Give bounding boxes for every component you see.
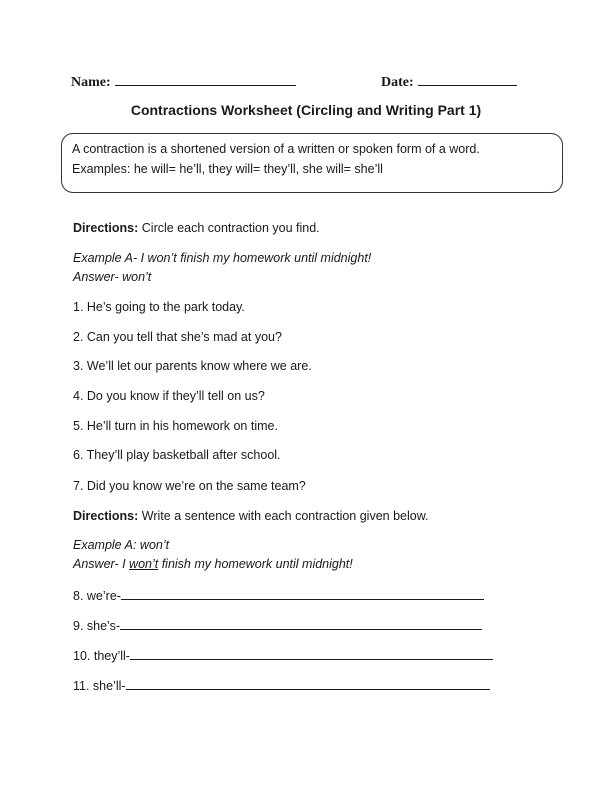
writing-item (73, 587, 484, 603)
section1-answer: Answer- won’t (73, 270, 152, 284)
writing-item (73, 647, 493, 663)
date-label: Date: (381, 75, 414, 90)
section2-answer (73, 557, 353, 571)
section1-directions (73, 221, 320, 235)
writing-line[interactable] (120, 617, 482, 630)
list-item[interactable]: 7. Did you know we’re on the same team? (73, 479, 306, 493)
definition-text: A contraction is a shortened version of a written or spoken form of a word. (72, 142, 480, 156)
section2-example: Example A: won’t (73, 538, 170, 552)
list-item[interactable]: 3. We’ll let our parents know where we are. (73, 359, 312, 373)
writing-line[interactable] (121, 587, 484, 600)
name-blank[interactable] (115, 72, 296, 86)
name-field[interactable] (71, 72, 296, 91)
list-item[interactable]: 5. He’ll turn in his homework on time. (73, 419, 278, 433)
writing-item (73, 617, 482, 633)
list-item[interactable]: 4. Do you know if they’ll tell on us? (73, 389, 265, 403)
writing-item-label: 8. we’re- (73, 589, 121, 603)
writing-line[interactable] (130, 647, 493, 660)
writing-item-label: 10. they’ll- (73, 649, 130, 663)
directions-label: Directions: (73, 509, 139, 523)
date-field[interactable] (381, 72, 517, 91)
answer-prefix: Answer- I (73, 557, 130, 571)
directions-text: Write a sentence with each contraction given below. (141, 509, 429, 523)
worksheet-title: Contractions Worksheet (Circling and Writing Part 1) (130, 102, 482, 118)
answer-contraction: won’t (129, 557, 159, 571)
directions-text: Circle each contraction you find. (141, 221, 320, 235)
date-blank[interactable] (418, 72, 517, 86)
definition-examples: Examples: he will= he’ll, they will= they’ll, she will= she’ll (72, 162, 383, 176)
directions-label: Directions: (73, 221, 139, 235)
writing-item-label: 11. she’ll- (73, 679, 126, 693)
section2-directions (73, 509, 429, 523)
writing-line[interactable] (126, 677, 490, 690)
name-label: Name: (71, 75, 111, 90)
list-item[interactable]: 1. He’s going to the park today. (73, 300, 245, 314)
answer-suffix: finish my homework until midnight! (158, 557, 353, 571)
writing-item (73, 677, 490, 693)
list-item[interactable]: 2. Can you tell that she’s mad at you? (73, 330, 282, 344)
list-item[interactable]: 6. They’ll play basketball after school. (73, 448, 281, 462)
definition-box (61, 133, 563, 193)
writing-item-label: 9. she’s- (73, 619, 121, 633)
section1-example: Example A- I won’t finish my homework until midnight! (73, 251, 372, 265)
